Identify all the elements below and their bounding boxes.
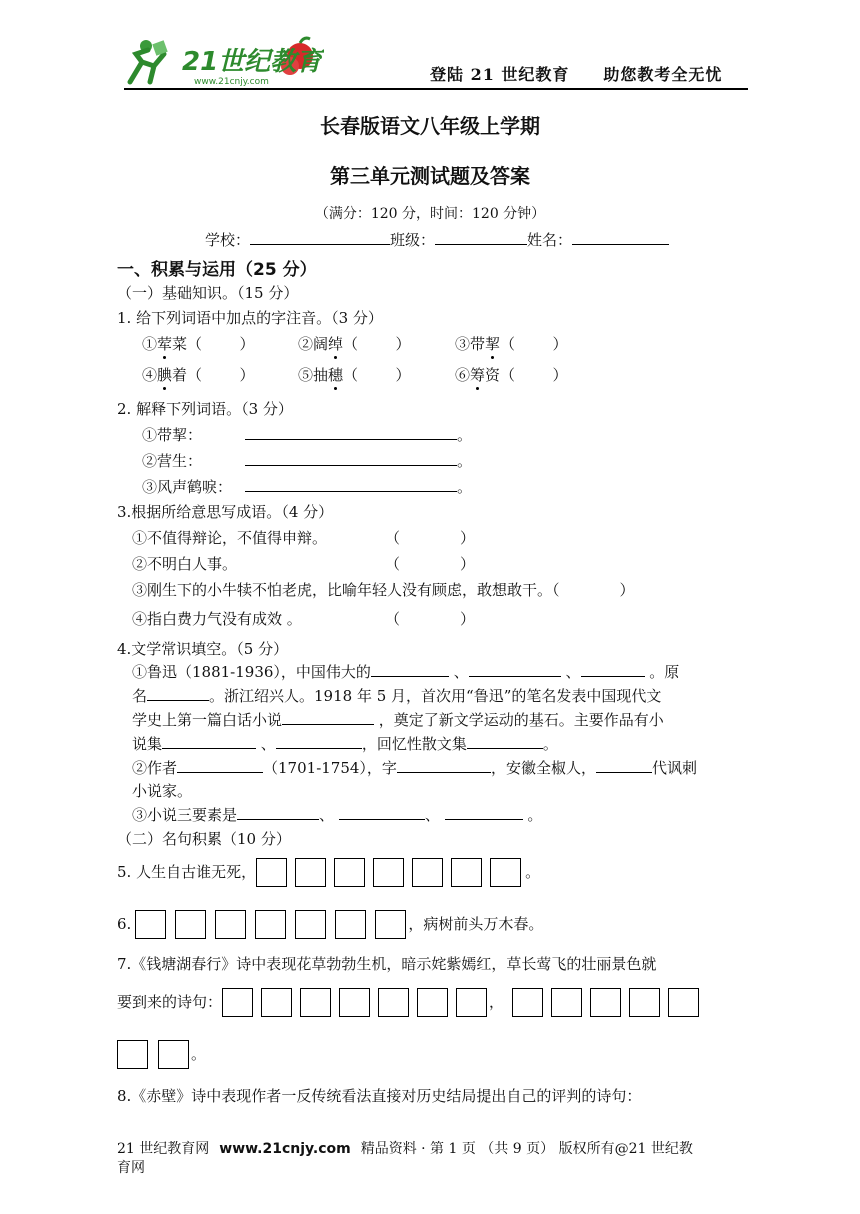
class-label: 班级：	[390, 231, 436, 249]
q4-line-4: 说集 、 ，回忆性散文集 。	[132, 735, 558, 753]
footer-site-link[interactable]: www.21cnjy.com	[219, 1141, 351, 1157]
answer-box[interactable]	[255, 910, 286, 939]
q3-item-3: ③刚生下的小牛犊不怕老虎，比喻年轻人没有顾虑，敢想敢干。（ ）	[132, 581, 635, 599]
q1-dotted-char: 挈	[485, 335, 501, 353]
q2-item-2	[142, 450, 202, 471]
answer-box[interactable]	[451, 858, 482, 887]
answer-box[interactable]	[590, 988, 621, 1017]
q1-word-part: ⑥	[455, 366, 471, 384]
answer-box[interactable]	[629, 988, 660, 1017]
q1-word-part: ⑤抽	[298, 366, 329, 384]
q1-answer-paren[interactable]: （ ）	[187, 366, 255, 384]
school-label: 学校：	[205, 231, 251, 249]
footer-right: 精品资料 · 第 1 页 （共 9 页） 版权所有@21 世纪教	[360, 1141, 693, 1157]
q1-answer-paren[interactable]: （ ）	[187, 335, 255, 353]
q3-item-2: ②不明白人事。	[132, 555, 238, 573]
q3-item-4: ④指白费力气没有成效 。	[132, 610, 302, 628]
answer-box[interactable]	[375, 910, 406, 939]
q1-item	[298, 364, 411, 385]
answer-box[interactable]	[135, 910, 166, 939]
q1-word-part: ③带	[455, 335, 486, 353]
q4-line-1: ①鲁迅（1881-1936），中国伟大的 、 、 。原	[132, 663, 680, 681]
answer-box[interactable]	[334, 858, 365, 887]
q2-term: ①带挈：	[142, 426, 203, 444]
answer-box[interactable]	[373, 858, 404, 887]
answer-box[interactable]	[512, 988, 543, 1017]
answer-box[interactable]	[158, 1040, 189, 1069]
q2-answer-3[interactable]: 。	[245, 476, 472, 497]
q4-line-6: 小说家。	[132, 782, 193, 800]
q1-word-part: 资	[485, 366, 501, 384]
page-footer	[117, 1140, 693, 1178]
q3-answer-3[interactable]: （ ）	[552, 581, 635, 599]
q4-line-3: 学史上第一篇白话小说 ，奠定了新文学运动的基石。主要作品有小	[132, 711, 664, 729]
answer-box[interactable]	[215, 910, 246, 939]
answer-box[interactable]	[490, 858, 521, 887]
section-heading: 一、积累与运用（25 分）	[117, 260, 317, 280]
page-title: 长春版语文八年级上学期	[320, 114, 540, 138]
logo-text: 21世纪教育	[182, 47, 323, 77]
q1-dotted-char: 筹	[470, 366, 486, 384]
q1-item	[455, 333, 568, 354]
site-logo	[124, 36, 324, 88]
q1-dotted-char: 荤	[157, 335, 173, 353]
q1-item	[142, 333, 255, 354]
answer-box[interactable]	[175, 910, 206, 939]
name-blank[interactable]	[572, 229, 669, 245]
q3-answer-1[interactable]: （ ）	[385, 529, 476, 547]
q7-line-2: 要到来的诗句： ，	[117, 987, 699, 1017]
q8-line: 8.《赤壁》诗中表现作者一反传统看法直接对历史结局提出自己的评判的诗句：	[117, 1087, 642, 1105]
q2-item-1	[142, 424, 202, 445]
q2-item-3	[142, 476, 232, 497]
footer-left: 21 世纪教育网	[117, 1141, 210, 1157]
q1-word-part: 菜	[172, 335, 188, 353]
answer-box[interactable]	[117, 1040, 148, 1069]
school-blank[interactable]	[250, 229, 390, 245]
slogan-2: 助您教考全无忧	[603, 65, 723, 84]
q2-answer-1[interactable]: 。	[245, 424, 472, 445]
q2-answer-2[interactable]: 。	[245, 450, 472, 471]
q1-item	[455, 364, 568, 385]
q1-dotted-char: 绰	[328, 335, 344, 353]
slogan-1: 登陆 21 世纪教育	[430, 65, 570, 84]
q1-word-part: ④	[142, 366, 158, 384]
header-slogan	[430, 62, 722, 85]
q1-item	[298, 333, 411, 354]
name-label: 姓名：	[527, 231, 573, 249]
q3-item-1: ①不值得辩论，不值得申辩。	[132, 529, 328, 547]
q1-stem: 1. 给下列词语中加点的字注音。（3 分）	[117, 309, 383, 327]
answer-box[interactable]	[378, 988, 409, 1017]
answer-box[interactable]	[295, 858, 326, 887]
answer-box[interactable]	[417, 988, 448, 1017]
answer-box[interactable]	[551, 988, 582, 1017]
class-blank[interactable]	[435, 229, 527, 245]
q3-answer-4[interactable]: （ ）	[385, 610, 476, 628]
q3-stem: 3.根据所给意思写成语。（4 分）	[117, 503, 334, 521]
header-divider	[124, 88, 748, 90]
answer-box[interactable]	[335, 910, 366, 939]
q1-dotted-char: 腆	[157, 366, 173, 384]
q1-word-part: 着	[172, 366, 188, 384]
q3-answer-2[interactable]: （ ）	[385, 555, 476, 573]
q1-answer-paren[interactable]: （ ）	[500, 335, 568, 353]
q4-line-5: ②作者 （1701-1754），字 ，安徽全椒人， 代讽刺	[132, 759, 697, 777]
student-info-row	[205, 229, 669, 250]
q2-term: ③风声鹤唳：	[142, 478, 233, 496]
q2-stem: 2. 解释下列词语。（3 分）	[117, 400, 293, 418]
answer-box[interactable]	[222, 988, 253, 1017]
q4-line-2: 名 。浙江绍兴人。1918 年 5 月，首次用“鲁迅”的笔名发表中国现代文	[132, 687, 662, 705]
part-1-heading: （一）基础知识。（15 分）	[117, 284, 299, 302]
answer-box[interactable]	[668, 988, 699, 1017]
footer-wrap: 育网	[117, 1160, 145, 1176]
q4-line-7: ③小说三要素是 、 、 。	[132, 806, 543, 824]
answer-box[interactable]	[256, 858, 287, 887]
answer-box[interactable]	[295, 910, 326, 939]
q2-term: ②营生：	[142, 452, 203, 470]
q7-line-1: 7.《钱塘湖春行》诗中表现花草勃勃生机，暗示姹紫嫣红，草长莺飞的壮丽景色就	[117, 955, 657, 973]
answer-box[interactable]	[339, 988, 370, 1017]
page-subtitle-title: 第三单元测试题及答案	[330, 164, 530, 188]
part-2-heading: （二）名句积累（10 分）	[117, 830, 291, 848]
q1-dotted-char: 穗	[328, 366, 344, 384]
q1-answer-paren[interactable]: （ ）	[343, 335, 411, 353]
answer-box[interactable]	[412, 858, 443, 887]
q1-word-part: ②阔	[298, 335, 329, 353]
q7-line-3: 。	[117, 1039, 206, 1069]
q6-line: 6. ，病树前头万木春。	[117, 909, 543, 939]
exam-meta: （满分：120 分，时间：120 分钟）	[314, 206, 546, 222]
answer-box[interactable]	[261, 988, 292, 1017]
q4-stem: 4.文学常识填空。（5 分）	[117, 640, 289, 658]
answer-box[interactable]	[456, 988, 487, 1017]
q1-word-part: ①	[142, 335, 158, 353]
q5-line: 5. 人生自古谁无死， 。	[117, 857, 540, 887]
q1-answer-paren[interactable]: （ ）	[500, 366, 568, 384]
logo-url: www.21cnjy.com	[194, 77, 269, 87]
q1-answer-paren[interactable]: （ ）	[343, 366, 411, 384]
q1-item	[142, 364, 255, 385]
answer-box[interactable]	[300, 988, 331, 1017]
